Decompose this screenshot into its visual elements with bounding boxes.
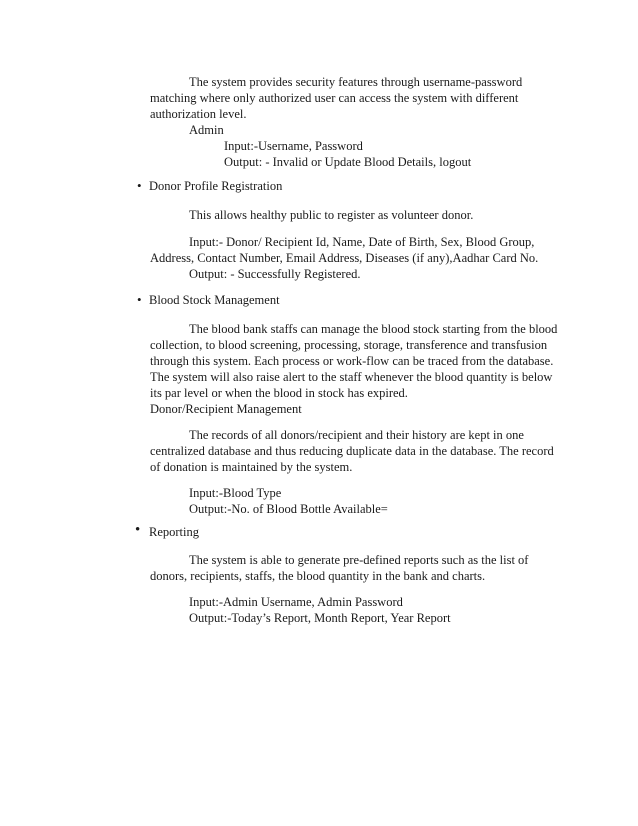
donor-input-line-1: Input:- Donor/ Recipient Id, Name, Date of Birth, Sex, Blood Group, <box>189 235 535 249</box>
bullet-icon: • <box>135 522 141 538</box>
stock-line-5: its par level or when the blood in stock has expired. <box>150 386 408 400</box>
stock-input: Input:-Blood Type <box>189 486 282 500</box>
reporting-output: Output:-Today’s Report, Month Report, Year Report <box>189 611 451 625</box>
stock-line-2: collection, to blood screening, processing, storage, transference and transfusion <box>150 338 548 352</box>
security-line-2: matching where only authorized user can access the system with different <box>150 91 519 105</box>
bullet-icon: • <box>137 178 142 193</box>
stock-subheading: Donor/Recipient Management <box>150 402 302 416</box>
stock-line-4: The system will also raise alert to the staff whenever the blood quantity is below <box>150 370 553 384</box>
donor-output: Output: - Successfully Registered. <box>189 267 361 281</box>
reporting-heading: Reporting <box>149 525 199 539</box>
stock-line-1: The blood bank staffs can manage the blood stock starting from the blood <box>189 322 558 336</box>
stock-line-3: through this system. Each process or work-flow can be traced from the database. <box>150 354 554 368</box>
donor-heading: Donor Profile Registration <box>149 179 283 193</box>
records-line-1: The records of all donors/recipient and their history are kept in one <box>189 428 524 442</box>
bullet-icon: • <box>137 292 142 307</box>
records-line-3: of donation is maintained by the system. <box>150 460 353 474</box>
stock-heading: Blood Stock Management <box>149 293 280 307</box>
reporting-input: Input:-Admin Username, Admin Password <box>189 595 403 609</box>
security-line-1: The system provides security features through username-password <box>189 75 523 89</box>
security-input: Input:-Username, Password <box>224 139 363 153</box>
security-admin-label: Admin <box>189 123 224 137</box>
reporting-line-1: The system is able to generate pre-defined reports such as the list of <box>189 553 529 567</box>
security-output: Output: - Invalid or Update Blood Details, logout <box>224 155 472 169</box>
stock-output: Output:-No. of Blood Bottle Available= <box>189 502 388 516</box>
donor-description: This allows healthy public to register as volunteer donor. <box>189 208 474 222</box>
donor-input-line-2: Address, Contact Number, Email Address, Diseases (if any),Aadhar Card No. <box>150 251 539 265</box>
reporting-line-2: donors, recipients, staffs, the blood quantity in the bank and charts. <box>150 569 486 583</box>
records-line-2: centralized database and thus reducing duplicate data in the database. The record <box>150 444 554 458</box>
security-line-3: authorization level. <box>150 107 247 121</box>
